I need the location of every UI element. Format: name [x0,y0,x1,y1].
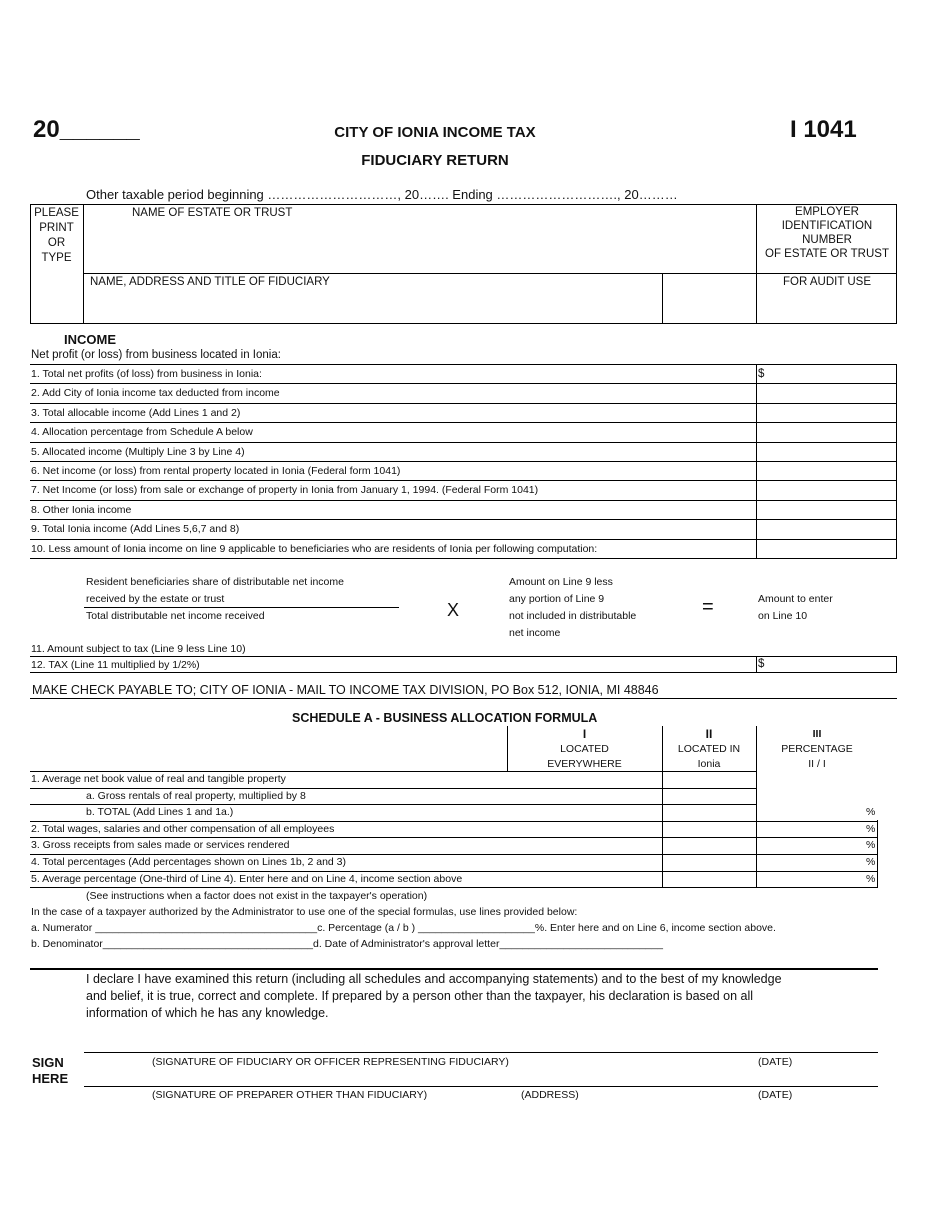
declaration-line: I declare I have examined this return (including all schedules and accompanying statements) and to the best of my knowledge [86,972,782,986]
schedule-row-7-ionia-field[interactable] [664,872,754,886]
percent-sign: % [866,823,876,835]
fraction-bar [84,607,399,608]
column-number: III [812,728,822,740]
preparer-signature-label: (SIGNATURE OF PREPARER OTHER THAN FIDUCIARY) [152,1089,428,1101]
declaration-line: and belief, it is true, correct and complete. If prepared by a person other than the taxpayer, his declaration is based on all [86,989,754,1003]
income-line-7: 7. Net Income (or loss) from sale or exchange of property in Ionia from January 1, 1994. (Federal Form 1041) [31,484,539,496]
tax-amount-field[interactable] [758,657,894,671]
schedule-note: (See instructions when a factor does not exist in the taxpayer's operation) [86,890,428,902]
row-divider [30,804,757,805]
numerator-line[interactable]: a. Numerator ______________________________________c. Percentage (a / b ) ____________________%. Enter here and on Line 6, income section above. [31,922,776,934]
row-divider [30,788,757,789]
special-formula-note: In the case of a taxpayer authorized by the Administrator to use one of the special formulas, use lines provided below: [31,906,578,918]
column-iii-header [757,727,877,772]
resident-share-label: Resident beneficiaries share of distributable net income [86,576,344,588]
income-line-2: 2. Add City of Ionia income tax deducted from income [31,387,280,399]
column-label: Ionia [697,758,721,770]
line-12: 12. TAX (Line 11 multiplied by 1/2%) [31,659,200,671]
payment-instructions: MAKE CHECK PAYABLE TO; CITY OF IONIA - MAIL TO INCOME TAX DIVISION, PO Box 512, IONIA, MI 48846 [32,683,659,697]
column-number: II [705,727,713,741]
amount-column-right [896,364,897,558]
estate-name-field[interactable] [86,222,754,270]
income-heading: INCOME [64,332,116,347]
here-text: HERE [32,1071,69,1086]
income-line-5: 5. Allocated income (Multiply Line 3 by Line 4) [31,446,245,458]
income-line-8: 8. Other Ionia income [31,504,132,516]
column-label: EVERYWHERE [547,758,622,770]
audit-label: FOR AUDIT USE [783,276,871,288]
amount-to-enter-label: on Line 10 [758,610,808,622]
tax-year: 20______ [33,116,140,143]
declaration-text [86,971,782,1022]
income-line-8-amount[interactable] [758,501,894,518]
income-line-9: 9. Total Ionia income (Add Lines 5,6,7 and 8) [31,523,240,535]
income-line-4-amount[interactable] [758,423,894,440]
column-number: I [582,727,587,741]
income-line-6: 6. Net income (or loss) from rental property located in Ionia (Federal form 1041) [31,465,401,477]
denominator-line[interactable]: b. Denominator____________________________________d. Date of Administrator's approval letter____________________________ [31,938,663,950]
column-label: LOCATED IN [677,743,741,755]
divider [83,273,897,274]
divider [756,656,757,672]
divider [662,273,663,324]
percent-sign: % [866,839,876,851]
ein-label-line: OF ESTATE OR TRUST [765,248,889,260]
section-divider [30,698,897,699]
taxable-period-line[interactable]: Other taxable period beginning …………………………, 20……. Ending ………………………., 20……… [86,187,678,202]
form-title: CITY OF IONIA INCOME TAX [334,124,536,141]
or-text: OR [47,237,66,249]
equals-sign: = [702,596,714,618]
income-line-10-amount[interactable] [758,540,894,557]
column-i-header [507,727,662,772]
line-11: 11. Amount subject to tax (Line 9 less Line 10) [31,643,246,655]
fiduciary-label: NAME, ADDRESS AND TITLE OF FIDUCIARY [90,276,330,288]
schedule-row-3: b. TOTAL (Add Lines 1 and 1a.) [86,806,234,818]
amount-to-enter-label: Amount to enter [758,593,833,605]
column-label: II / I [808,758,826,770]
fiduciary-signature-label: (SIGNATURE OF FIDUCIARY OR OFFICER REPRESENTING FIDUCIARY) [152,1056,509,1068]
schedule-row-7: 5. Average percentage (One-third of Line 4). Enter here and on Line 4, income section above [31,873,463,885]
amount-column-left [756,364,757,558]
please-print-text: PLEASE [34,207,79,219]
income-line-7-amount[interactable] [758,481,894,498]
schedule-row-6-ionia-field[interactable] [664,855,754,869]
line9-label: Amount on Line 9 less [509,576,613,588]
form-subtitle: FIDUCIARY RETURN [361,152,509,169]
ein-label-line: EMPLOYER [795,206,859,218]
ein-label [757,205,897,261]
income-line-1-amount[interactable] [758,365,894,382]
schedule-row-6: 4. Total percentages (Add percentages shown on Lines 1b, 2 and 3) [31,856,347,868]
column-label: LOCATED [560,743,609,755]
declaration-divider [30,968,878,970]
line9-label: net income [509,627,561,639]
income-line-3: 3. Total allocable income (Add Lines 1 and 2) [31,407,241,419]
schedule-row-4: 2. Total wages, salaries and other compensation of all employees [31,823,335,835]
divider [877,820,878,887]
fiduciary-signature-line[interactable] [84,1052,878,1053]
line9-label: not included in distributable [509,610,637,622]
income-line-4: 4. Allocation percentage from Schedule A below [31,426,253,438]
divider [896,656,897,672]
declaration-line: information of which he has any knowledge. [86,1006,329,1020]
income-line-6-amount[interactable] [758,462,894,479]
schedule-row-2: a. Gross rentals of real property, multiplied by 8 [86,790,306,802]
schedule-a-title: SCHEDULE A - BUSINESS ALLOCATION FORMULA [292,711,598,725]
preparer-signature-line[interactable] [84,1086,878,1087]
line9-label: any portion of Line 9 [509,593,605,605]
percent-sign: % [866,806,876,818]
row-divider [30,887,878,888]
fiduciary-field[interactable] [86,292,660,322]
schedule-row-4-ionia-field[interactable] [664,822,754,836]
row-divider [30,672,897,673]
dollar-sign: $ [758,368,765,380]
sign-text: SIGN [32,1055,64,1070]
address-label: (ADDRESS) [521,1089,579,1101]
income-line-1: 1. Total net profits (of loss) from business in Ionia: [31,368,262,380]
times-sign: X [447,600,460,620]
schedule-row-1: 1. Average net book value of real and tangible property [31,773,286,785]
column-label: PERCENTAGE [781,743,853,755]
schedule-row-3-ionia-field[interactable] [664,805,754,819]
income-intro: Net profit (or loss) from business located in Ionia: [31,349,281,361]
sign-here-label [32,1055,68,1087]
estate-name-label: NAME OF ESTATE OR TRUST [132,207,293,219]
ein-label-line: IDENTIFICATION NUMBER [781,220,873,246]
distributable-income-label: Total distributable net income received [86,610,265,622]
percent-sign: % [866,873,876,885]
schedule-row-5: 3. Gross receipts from sales made or services rendered [31,839,290,851]
column-ii-header [662,727,756,772]
tax-dollar-sign: $ [758,658,765,670]
schedule-row-2-ionia-field[interactable] [664,789,754,803]
percent-sign: % [866,856,876,868]
income-line-2-amount[interactable] [758,384,894,401]
print-text: PRINT [39,222,74,234]
divider [83,204,84,324]
income-line-5-amount[interactable] [758,443,894,460]
row-divider [30,771,757,772]
schedule-row-1-ionia-field[interactable] [664,772,754,786]
type-text: TYPE [41,252,72,264]
income-line-9-amount[interactable] [758,520,894,537]
date-label: (DATE) [758,1089,793,1101]
income-line-10: 10. Less amount of Ionia income on line 9 applicable to beneficiaries who are residents of Ionia per following computation: [31,543,598,555]
date-label: (DATE) [758,1056,793,1068]
form-number: I 1041 [790,116,857,143]
schedule-row-5-ionia-field[interactable] [664,838,754,852]
resident-share-label-2: received by the estate or trust [86,593,225,605]
income-line-3-amount[interactable] [758,404,894,421]
please-print-note [30,206,83,266]
row-divider [30,558,897,559]
